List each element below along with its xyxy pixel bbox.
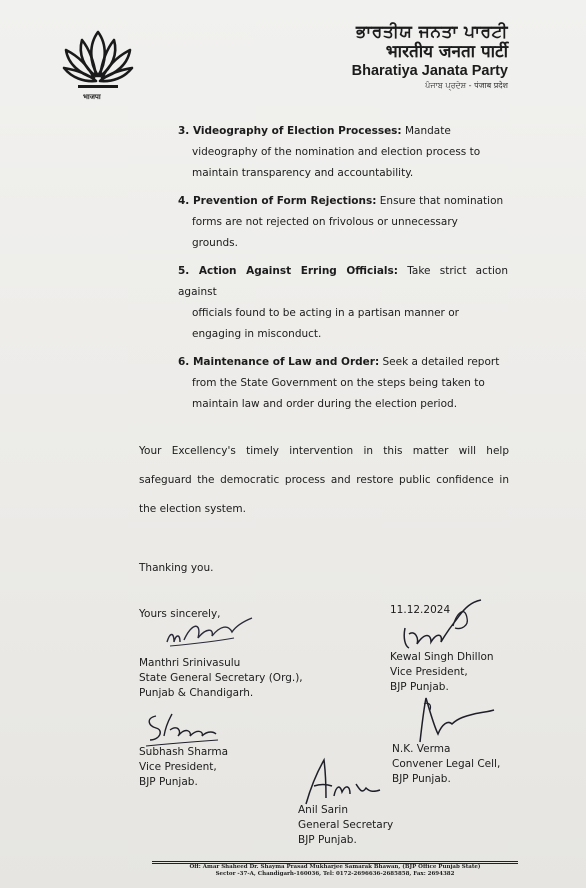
signatory-org: BJP Punjab. [298, 834, 357, 846]
item-text: Take strict action against [178, 265, 509, 298]
item-title: 3. Videography of Election Processes: [178, 125, 402, 137]
signatory-name: Anil Sarin [298, 804, 348, 816]
signatory-title: Vice President, [390, 666, 468, 678]
signatory-sharma [139, 745, 228, 790]
handwritten-date: 11.12.2024 [390, 604, 451, 616]
signature-srinivasulu [162, 612, 262, 652]
signature-dhillon [395, 598, 495, 658]
list-item [178, 352, 508, 415]
closing-paragraph: Your Excellency's timely intervention in this matter will help safeguard the democratic process and restore public confidence in the election system. [139, 445, 509, 515]
signatory-title: State General Secretary (Org.), [139, 672, 303, 684]
signatory-title: Convener Legal Cell, [392, 758, 501, 770]
yours-sincerely: Yours sincerely, [139, 608, 221, 620]
list-item [178, 191, 508, 254]
signatory-title: Vice President, [139, 761, 217, 773]
footer-line: Sector -37-A, Chandigarh-160036, Tel: 0172-2696636-2685858, Fax: 2694382 [215, 871, 455, 877]
item-text: grounds. [192, 237, 238, 249]
signatory-org: BJP Punjab. [390, 681, 449, 693]
party-name-punjabi: ਭਾਰਤੀਯ ਜਨਤਾ ਪਾਰਟੀ [356, 22, 508, 42]
signatory-name: Kewal Singh Dhillon [390, 651, 494, 663]
item-text: engaging in misconduct. [192, 328, 322, 340]
signature-verma [398, 694, 498, 746]
item-title: 6. Maintenance of Law and Order: [178, 356, 380, 368]
item-text: Seek a detailed report [382, 356, 500, 368]
item-text: maintain transparency and accountability. [192, 167, 414, 179]
demand-list [178, 121, 508, 422]
party-name-english: Bharatiya Janata Party [351, 63, 508, 79]
list-item [178, 121, 508, 184]
signatory-title: General Secretary [298, 819, 394, 831]
signatory-name: Manthri Srinivasulu [139, 657, 241, 669]
signatory-sarin [298, 803, 393, 848]
lotus-logo-icon [58, 24, 138, 104]
list-item [178, 261, 508, 345]
item-text: videography of the nomination and election process to [192, 146, 481, 158]
office-address-footer [152, 864, 518, 878]
signatory-org: BJP Punjab. [392, 773, 451, 785]
footer-divider [152, 861, 518, 862]
item-text: Ensure that nomination [379, 195, 504, 207]
signatory-srinivasulu [139, 656, 303, 701]
logo-caption: भाजपा [83, 93, 101, 101]
letterhead [308, 22, 508, 92]
item-text: forms are not rejected on frivolous or unnecessary [192, 216, 458, 228]
item-text: maintain law and order during the election period. [192, 398, 458, 410]
signatory-verma [392, 742, 500, 787]
signatory-org: BJP Punjab. [139, 776, 198, 788]
signatory-dhillon [390, 650, 494, 695]
signatory-org: Punjab & Chandigarh. [139, 687, 254, 699]
signature-sarin [296, 756, 386, 808]
thanking-line: Thanking you. [139, 562, 214, 574]
item-title: 4. Prevention of Form Rejections: [178, 195, 377, 207]
signatory-name: N.K. Verma [392, 743, 451, 755]
item-title: 5. Action Against Erring Officials: [178, 265, 398, 277]
item-text: officials found to be acting in a partisan manner or [192, 307, 459, 319]
item-text: from the State Government on the steps being taken to [192, 377, 485, 389]
item-text: Mandate [404, 125, 451, 137]
state-unit-line: ਪੰਜਾਬ ਪ੍ਰਦੇਸ਼ - पंजाब प्रदेश [425, 81, 508, 90]
signatory-name: Subhash Sharma [139, 746, 229, 758]
party-name-hindi: भारतीय जनता पार्टी [385, 42, 508, 62]
footer-line: Off: Amar Shaheed Dr. Shayma Prasad Mukharjee Samarak Bhawan, (BJP Office Punjab State) [189, 864, 481, 870]
